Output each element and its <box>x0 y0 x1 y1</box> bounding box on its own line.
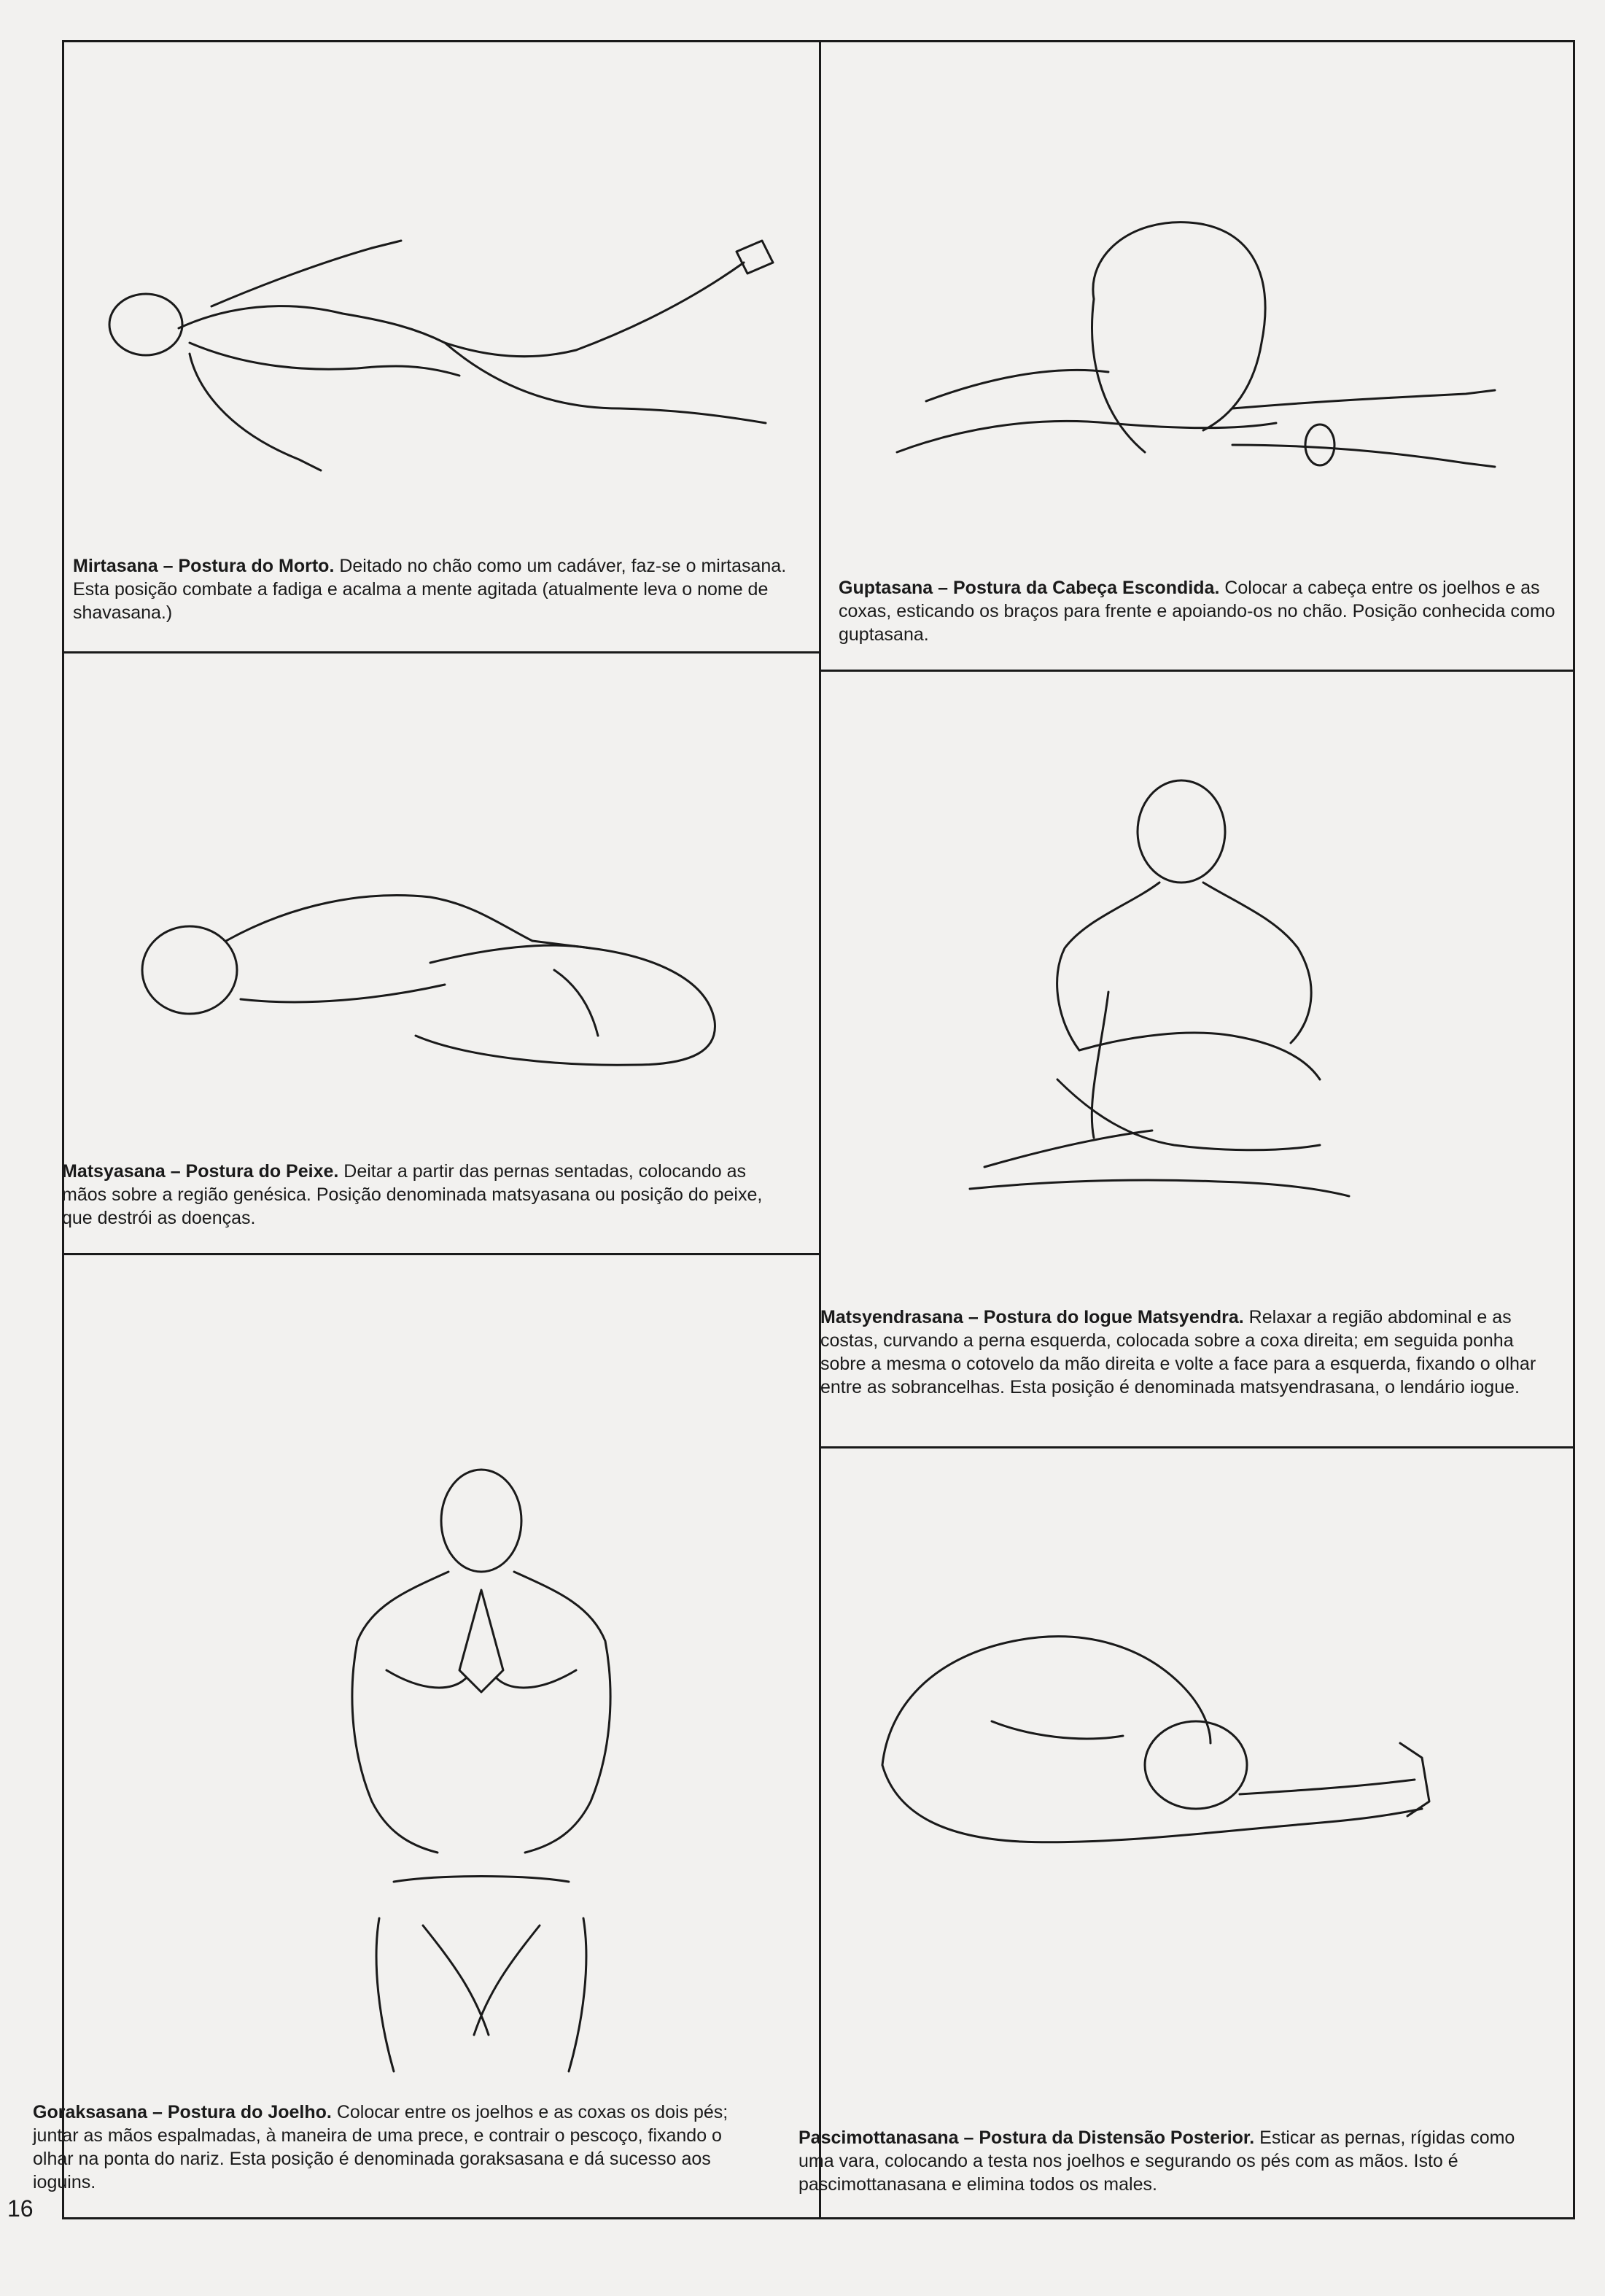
mirtasana-title: Mirtasana – Postura do Morto. <box>73 556 335 576</box>
matsyendrasana-caption <box>820 1306 1550 1399</box>
guptasana-text: Colocar a cabeça entre os joelhos e as coxas, esticando os braços para frente e apoiando-os no chão. Posição conhecida como guptasana. <box>839 578 1555 645</box>
matsyasana-text: Deitar a partir das pernas sentadas, colocando as mãos sobre a região genésica. Posição denominada matsyasana ou posição do peixe, que destrói as doenças. <box>62 1161 763 1228</box>
matsyendrasana-illustration <box>912 773 1364 1211</box>
mirtasana-text: Deitado no chão como um cadáver, faz-se o mirtasana. Esta posição combate a fadiga e acalma a mente agitada (atualmente leva o nome de shavasana.) <box>73 556 787 623</box>
matsyasana-illustration <box>124 861 744 1094</box>
column-divider <box>819 42 821 2219</box>
row-divider-right-2 <box>819 1446 1575 1448</box>
pascimottanasana-title: Pascimottanasana – Postura da Distensão Posterior. <box>798 2128 1255 2148</box>
matsyendrasana-text: Relaxar a região abdominal e as costas, curvando a perna esquerda, colocada sobre a coxa direita; em seguida ponha sobre a mesma o cotovelo da mão direita e volte a face para a esquerda, fixando o olhar entre as sobrancelhas. Esta posição é denominada matsyendrasana, o lendário iogue. <box>820 1307 1536 1397</box>
row-divider-right-1 <box>819 670 1575 672</box>
mirtasana-illustration <box>80 219 795 496</box>
goraksasana-illustration <box>277 1451 685 2079</box>
matsyendrasana-title: Matsyendrasana – Postura do Iogue Matsyendra. <box>820 1307 1244 1327</box>
row-divider-left-2 <box>64 1253 819 1255</box>
guptasana-illustration <box>868 212 1524 503</box>
pascimottanasana-text: Esticar as pernas, rígidas como uma vara, colocando a testa nos joelhos e segurando os pés com as mãos. Isto é pascimottanasana e elimina todos os males. <box>798 2128 1515 2195</box>
goraksasana-title: Goraksasana – Postura do Joelho. <box>33 2102 332 2122</box>
matsyasana-title: Matsyasana – Postura do Peixe. <box>62 1161 339 1182</box>
page-number: 16 <box>7 2195 34 2222</box>
goraksasana-caption <box>33 2101 762 2194</box>
pascimottanasana-caption <box>798 2126 1528 2196</box>
pascimottanasana-illustration <box>860 1612 1444 1889</box>
goraksasana-text: Colocar entre os joelhos e as coxas os dois pés; juntar as mãos espalmadas, à maneira de uma prece, e contrair o pescoço, fixando o olhar na ponta do nariz. Esta posição é denominada goraksasana e dá sucesso aos ioguins. <box>33 2102 728 2192</box>
mirtasana-caption <box>73 554 795 624</box>
matsyasana-caption <box>62 1160 784 1230</box>
guptasana-caption <box>839 576 1568 646</box>
row-divider-left-1 <box>64 651 819 653</box>
guptasana-title: Guptasana – Postura da Cabeça Escondida. <box>839 578 1220 598</box>
